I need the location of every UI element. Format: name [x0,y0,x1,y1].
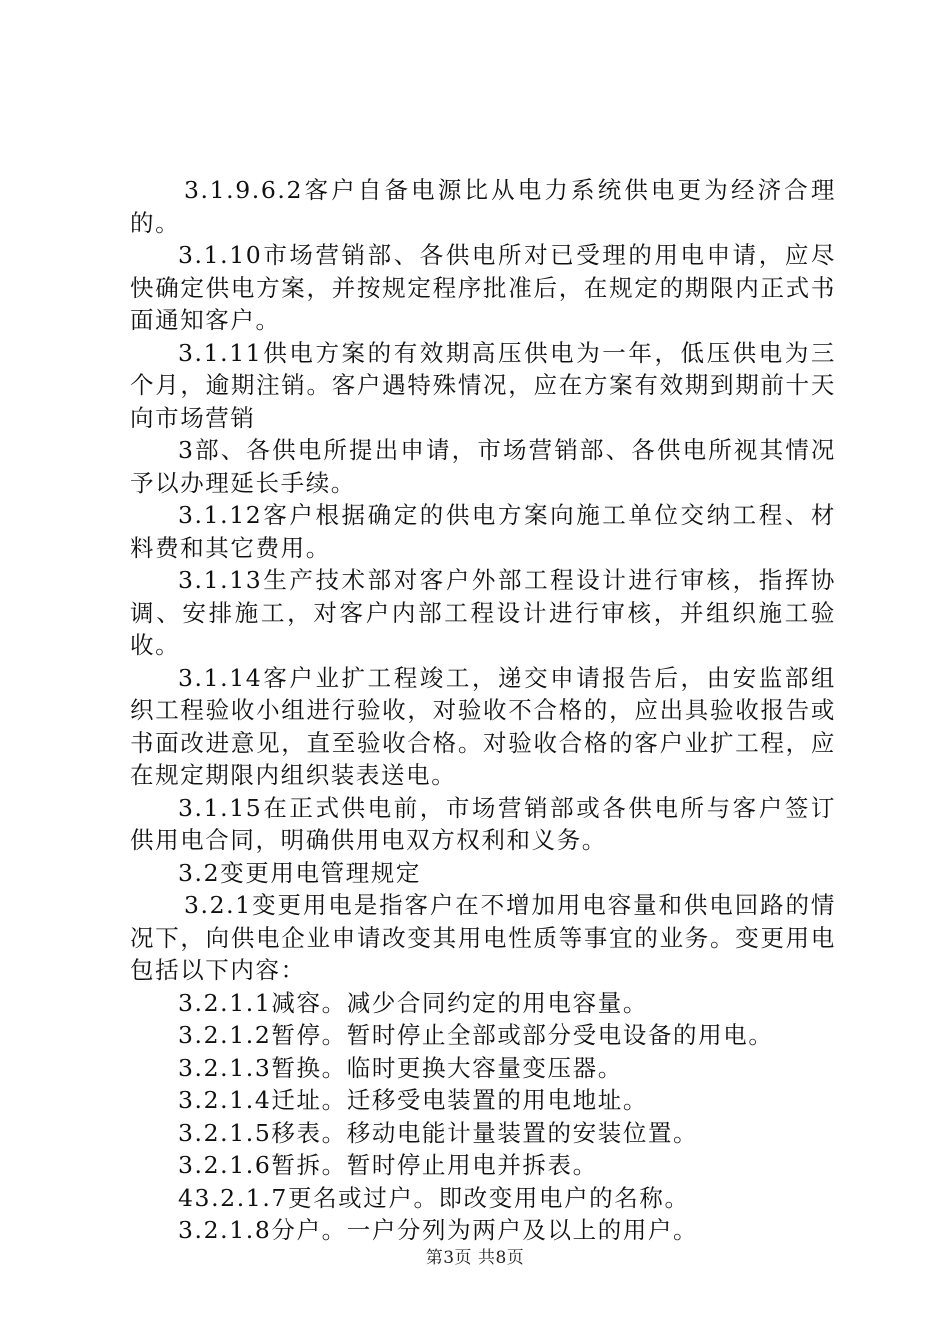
list-item-3-2-1-1: 3.2.1.1减容。减少合同约定的用电容量。 [178,988,648,1017]
paragraph-3-2-1: 3.2.1变更用电是指客户在不增加用电容量和供电回路的情况下，向供电企业申请改变其用电性质等事宜的业务。变更用电包括以下内容： [130,891,836,984]
list-item-3-2-1-2: 3.2.1.2暂停。暂时停止全部或部分受电设备的用电。 [178,1021,774,1049]
list-item-3-2-1-5: 3.2.1.5移表。移动电能计量装置的安装位置。 [178,1118,699,1147]
list-item-3-2-1-7: 43.2.1.7更名或过户。即改变用电户的名称。 [178,1183,690,1212]
list-item-3-2-1-8: 3.2.1.8分户。一户分列为两户及以上的用户。 [178,1216,699,1244]
paragraph-3-1-9-6-2: 3.1.9.6.2客户自备电源比从电力系统供电更为经济合理的。 [130,176,836,237]
paragraph-3-1-10: 3.1.10市场营销部、各供电所对已受理的用电申请，应尽快确定供电方案，并按规定程序批准后，在规定的期限内正式书面通知客户。 [130,241,836,334]
paragraph-3-1-12: 3.1.12客户根据确定的供电方案向施工单位交纳工程、材料费和其它费用。 [130,501,836,562]
document-body [130,174,836,1247]
list-item-3-2-1-6: 3.2.1.6暂拆。暂时停止用电并拆表。 [178,1151,598,1179]
paragraph-3-1-13: 3.1.13生产技术部对客户外部工程设计进行审核，指挥协调、安排施工，对客户内部工程设计进行审核，并组织施工验收。 [130,566,836,659]
paragraph-3-1-11: 3.1.11供电方案的有效期高压供电为一年，低压供电为三个月，逾期注销。客户遇特殊情况，应在方案有效期到期前十天向市场营销 [130,338,836,432]
page-number-footer: 第3页 共8页 [425,1248,525,1268]
list-item-3-2-1-4: 3.2.1.4迁址。迁移受电装置的用电地址。 [178,1086,648,1114]
list-item-3-2-1-3: 3.2.1.3暂换。临时更换大容量变压器。 [178,1053,623,1082]
section-heading-3-2: 3.2变更用电管理规定 [178,858,421,887]
paragraph-page-break-continuation: 3部、各供电所提出申请，市场营销部、各供电所视其情况予以办理延长手续。 [130,436,836,497]
paragraph-3-1-15: 3.1.15在正式供电前，市场营销部或各供电所与客户签订供用电合同，明确供用电双方权利和义务。 [130,793,836,854]
paragraph-3-1-14: 3.1.14客户业扩工程竣工，递交申请报告后，由安监部组织工程验收小组进行验收，对验收不合格的，应出具验收报告或书面改进意见，直至验收合格。对验收合格的客户业扩工程，应在规定期限内组织装表送电。 [130,663,836,789]
